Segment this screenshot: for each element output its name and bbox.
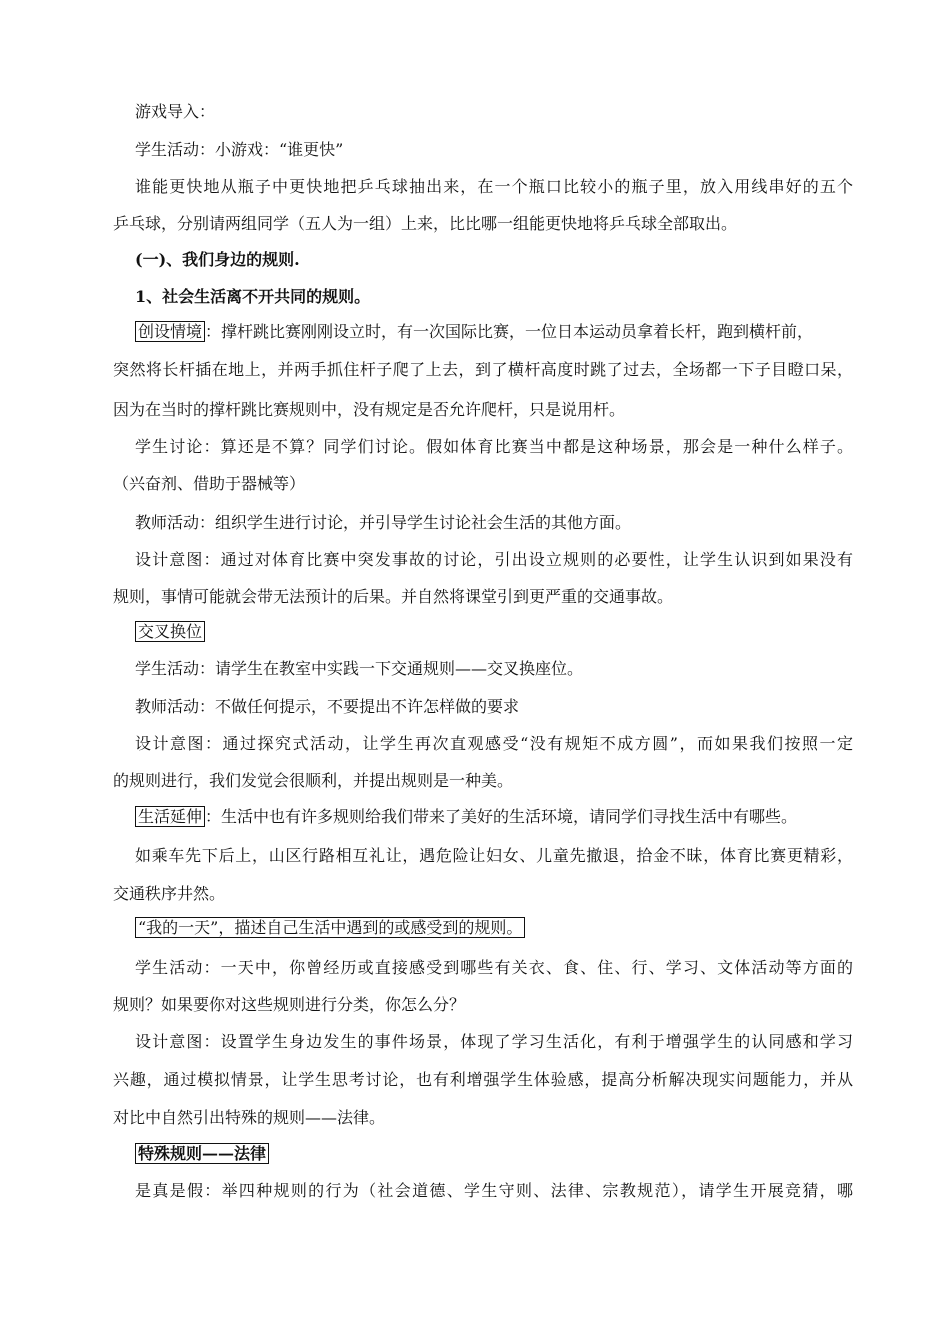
- text-line: 如乘车先下后上，山区行路相互礼让，遇危险让妇女、儿童先撤退，拾金不昧，体育比赛更精彩，: [135, 846, 853, 865]
- text-line: 兴趣，通过模拟情景，让学生思考讨论，也有利增强学生体验感，提高分析解决现实问题能力，并从: [113, 1070, 853, 1089]
- text-line: 突然将长杆插在地上，并两手抓住杆子爬了上去，到了横杆高度时跳了过去，全场都一下子目瞪口呆，: [113, 360, 853, 379]
- boxed-label: 创设情境: [135, 321, 205, 342]
- text-line: 设计意图：通过探究式活动，让学生再次直观感受“没有规矩不成方圆”，而如果我们按照一定: [135, 734, 853, 753]
- text-line: 学生讨论：算还是不算？同学们讨论。假如体育比赛当中都是这种场景，那会是一种什么样子。: [135, 437, 853, 456]
- text-line: [135, 622, 853, 642]
- text-line: 规则，事情可能就会带无法预计的后果。并自然将课堂引到更严重的交通事故。: [113, 587, 674, 606]
- text-line: [135, 322, 853, 342]
- text-line: 因为在当时的撑杆跳比赛规则中，没有规定是否允许爬杆，只是说用杆。: [113, 400, 626, 419]
- text-line: 对比中自然引出特殊的规则——法律。: [113, 1108, 386, 1127]
- text-line: [135, 918, 853, 938]
- text-line: [135, 807, 853, 827]
- text-span: ：撑杆跳比赛刚刚设立时，有一次国际比赛，一位日本运动员拿着长杆，跑到横杆前，: [205, 322, 814, 341]
- boxed-heading: 特殊规则——法律: [135, 1143, 269, 1164]
- text-line: 设计意图：设置学生身边发生的事件场景，体现了学习生活化，有利于增强学生的认同感和学习: [135, 1032, 853, 1051]
- text-line: 设计意图：通过对体育比赛中突发事故的讨论，引出设立规则的必要性，让学生认识到如果没有: [135, 550, 853, 569]
- section-heading: (一)、我们身边的规则.: [135, 250, 300, 269]
- text-line: 的规则进行，我们发觉会很顺利，并提出规则是一种美。: [113, 771, 514, 790]
- text-line: 学生活动：一天中，你曾经历或直接感受到哪些有关衣、食、住、行、学习、文体活动等方面的: [135, 958, 853, 977]
- text-line: 谁能更快地从瓶子中更快地把乒乓球抽出来，在一个瓶口比较小的瓶子里，放入用线串好的五个: [135, 177, 853, 196]
- boxed-label: 生活延伸: [135, 806, 205, 827]
- text-line: 教师活动：不做任何提示，不要提出不许怎样做的要求: [135, 697, 520, 716]
- boxed-label: 交叉换位: [135, 621, 205, 642]
- text-line: 教师活动：组织学生进行讨论，并引导学生讨论社会生活的其他方面。: [135, 513, 632, 532]
- subsection-heading: 1、社会生活离不开共同的规则。: [135, 287, 371, 306]
- text-line: [135, 1144, 853, 1164]
- text-line: 乒乓球，分别请两组同学（五人为一组）上来，比比哪一组能更快地将乒乓球全部取出。: [113, 214, 738, 233]
- text-line: （兴奋剂、借助于器械等）: [113, 474, 306, 493]
- text-line: 交通秩序井然。: [113, 884, 226, 903]
- text-line: 是真是假：举四种规则的行为（社会道德、学生守则、法律、宗教规范），请学生开展竞猜，哪: [135, 1181, 853, 1200]
- text-line: 学生活动：小游戏：“谁更快”: [135, 140, 344, 159]
- text-line: 游戏导入：: [135, 102, 216, 121]
- text-line: 规则？如果要你对这些规则进行分类，你怎么分？: [113, 995, 466, 1014]
- boxed-label: “我的一天”，描述自己生活中遇到的或感受到的规则。: [135, 917, 525, 938]
- text-span: ：生活中也有许多规则给我们带来了美好的生活环境，请同学们寻找生活中有哪些。: [205, 807, 798, 826]
- text-line: 学生活动：请学生在教室中实践一下交通规则——交叉换座位。: [135, 659, 584, 678]
